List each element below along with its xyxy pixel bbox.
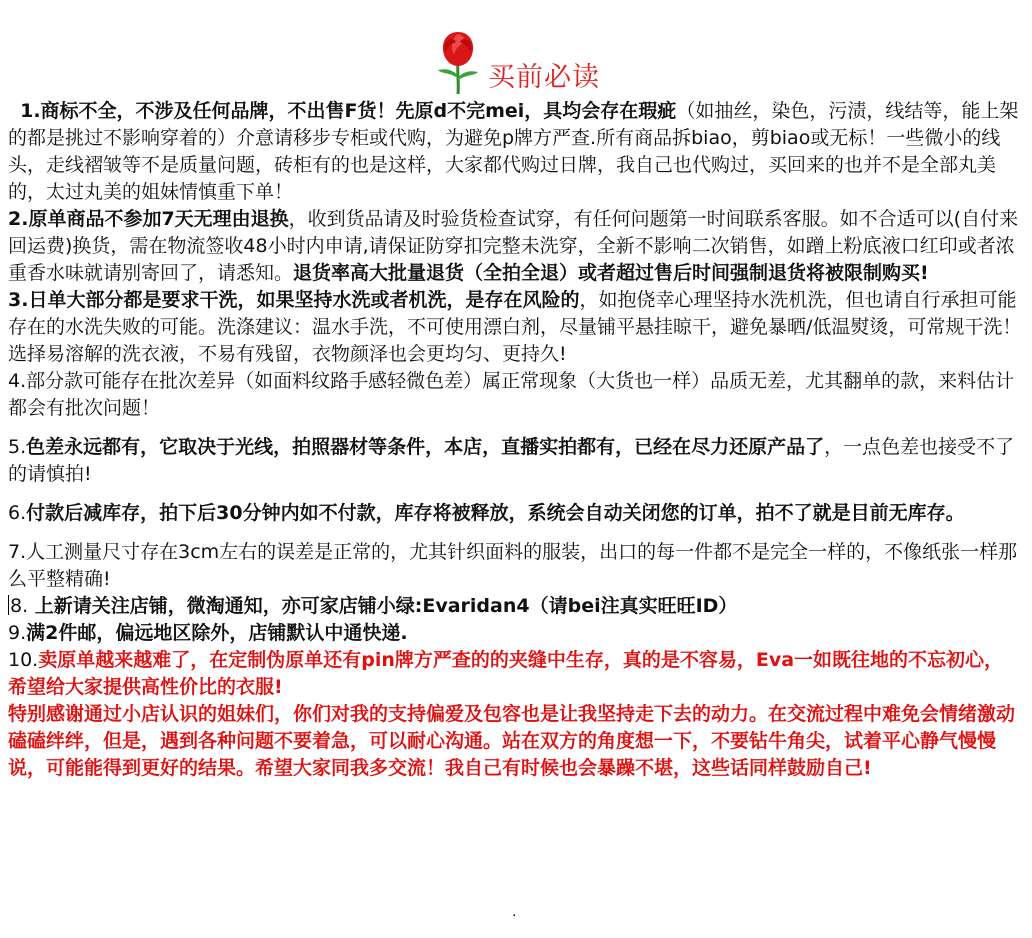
notice-item-7-text: 7.人工测量尺寸存在3cm左右的误差是正常的，尤其针织面料的服装，出口的每一件都不是完全一样的，不像纸张一样那么平整精确! <box>8 541 1018 590</box>
notice-item-4-text: 4.部分款可能存在批次差异（如面料纹路手感轻微色差）属正常现象（大货也一样）品质无差，尤其翻单的款，来料估计都会有批次问题！ <box>8 370 1015 419</box>
notice-content <box>8 98 1022 782</box>
notice-item-3-bold: 3.日单大部分都是要求干洗，如果坚持水洗或者机洗，是存在风险的 <box>8 289 580 311</box>
notice-item-2-text: ，收到货品请及时验货检查试穿，有任何问题第一时间联系客服。如不合适可以(自付来回运费)换货，需在物流签收48小时内申请,请保证防穿扣完整未洗穿，全新不影响二次销售，如蹭上粉底液口红印或者浓重香水味就请别寄回了，请悉知。 <box>8 208 1019 284</box>
notice-item-8-num: 8. <box>10 595 29 617</box>
notice-item-5 <box>8 434 1022 488</box>
notice-item-1-bold: 1.商标不全，不涉及任何品牌，不出售F货！先原d不完mei，具均会存在瑕疵 <box>20 100 677 122</box>
notice-item-5-text: ，一点色差也接受不了的请慎拍! <box>8 436 1015 485</box>
rose-icon <box>436 28 480 94</box>
notice-item-7 <box>8 539 1022 593</box>
notice-item-4 <box>8 368 1022 422</box>
notice-item-3 <box>8 287 1022 368</box>
notice-item-9-bold: 满2件邮，偏远地区除外，店铺默认中通快递. <box>26 622 408 644</box>
notice-item-10-num: 10. <box>8 649 39 671</box>
notice-item-10 <box>8 647 1022 701</box>
page-title: 买前必读 <box>488 62 600 93</box>
notice-item-3-text: ，如抱侥幸心理坚持水洗机洗，但也请自行承担可能存在的水洗失败的可能。洗涤建议：温水手洗，不可使用漂白剂，尽量铺平悬挂晾干，避免暴晒/低温熨烫，可常规干洗！选择易溶解的洗衣液，不易有残留，衣物颜泽也会更均匀、更持久! <box>8 289 1022 365</box>
notice-item-5-num: 5. <box>8 436 27 458</box>
notice-item-11 <box>8 701 1022 782</box>
notice-item-1-text: （如抽丝，染色，污渍，线结等，能上架的都是挑过不影响穿着的）介意请移步专柜或代购，为避免p牌方严查.所有商品拆biao，剪biao或无标！一些微小的线头，走线褶皱等不是质量问题，砖柜有的也是这样，大家都代购过日牌，我自己也代购过，买回来的也并不是全部丸美的，太过丸美的姐妹情慎重下单！ <box>8 100 1019 203</box>
notice-item-8 <box>8 593 1022 620</box>
notice-item-9-num: 9. <box>8 622 27 644</box>
notice-item-2 <box>8 206 1022 287</box>
notice-item-2-bold-end: 退货率高大批量退货（全拍全退）或者超过售后时间强制退货将被限制购买! <box>293 262 929 284</box>
notice-item-8-bold: 上新请关注店铺，微淘通知，亦可家店铺小绿:Evaridan4（请bei注真实旺旺ID） <box>28 595 738 617</box>
notice-item-10-red: 卖原单越来越难了，在定制伪原单还有pin牌方严查的的夹缝中生存，真的是不容易，Eva一如既往地的不忘初心，希望给大家提供高性价比的衣服! <box>8 649 1004 698</box>
notice-item-6 <box>8 500 1022 527</box>
notice-item-11-red: 特别感谢通过小店认识的姐妹们，你们对我的支持偏爱及包容也是让我坚持走下去的动力。在交流过程中难免会情绪激动磕磕绊绊，但是，遇到各种问题不要着急，可以耐心沟通。站在双方的角度想一下，不要钻牛角尖，试着平心静气慢慢说，可能能得到更好的结果。希望大家同我多交流！我自己有时候也会暴躁不堪，这些话同样鼓励自己! <box>8 703 1016 779</box>
footer-dot: . <box>512 904 517 920</box>
notice-item-2-bold: 2.原单商品不参加7天无理由退换 <box>8 208 289 230</box>
notice-item-6-bold: 付款后减库存，拍下后30分钟内如不付款，库存将被释放，系统会自动关闭您的订单，拍不了就是目前无库存。 <box>26 502 965 524</box>
notice-item-6-num: 6. <box>8 502 27 524</box>
notice-item-9 <box>8 620 1022 647</box>
notice-item-1 <box>8 98 1022 206</box>
text-cursor <box>8 595 9 615</box>
header <box>0 28 1032 94</box>
notice-item-5-bold: 色差永远都有，它取决于光线，拍照器材等条件，本店，直播实拍都有，已经在尽力还原产品了 <box>26 436 825 458</box>
